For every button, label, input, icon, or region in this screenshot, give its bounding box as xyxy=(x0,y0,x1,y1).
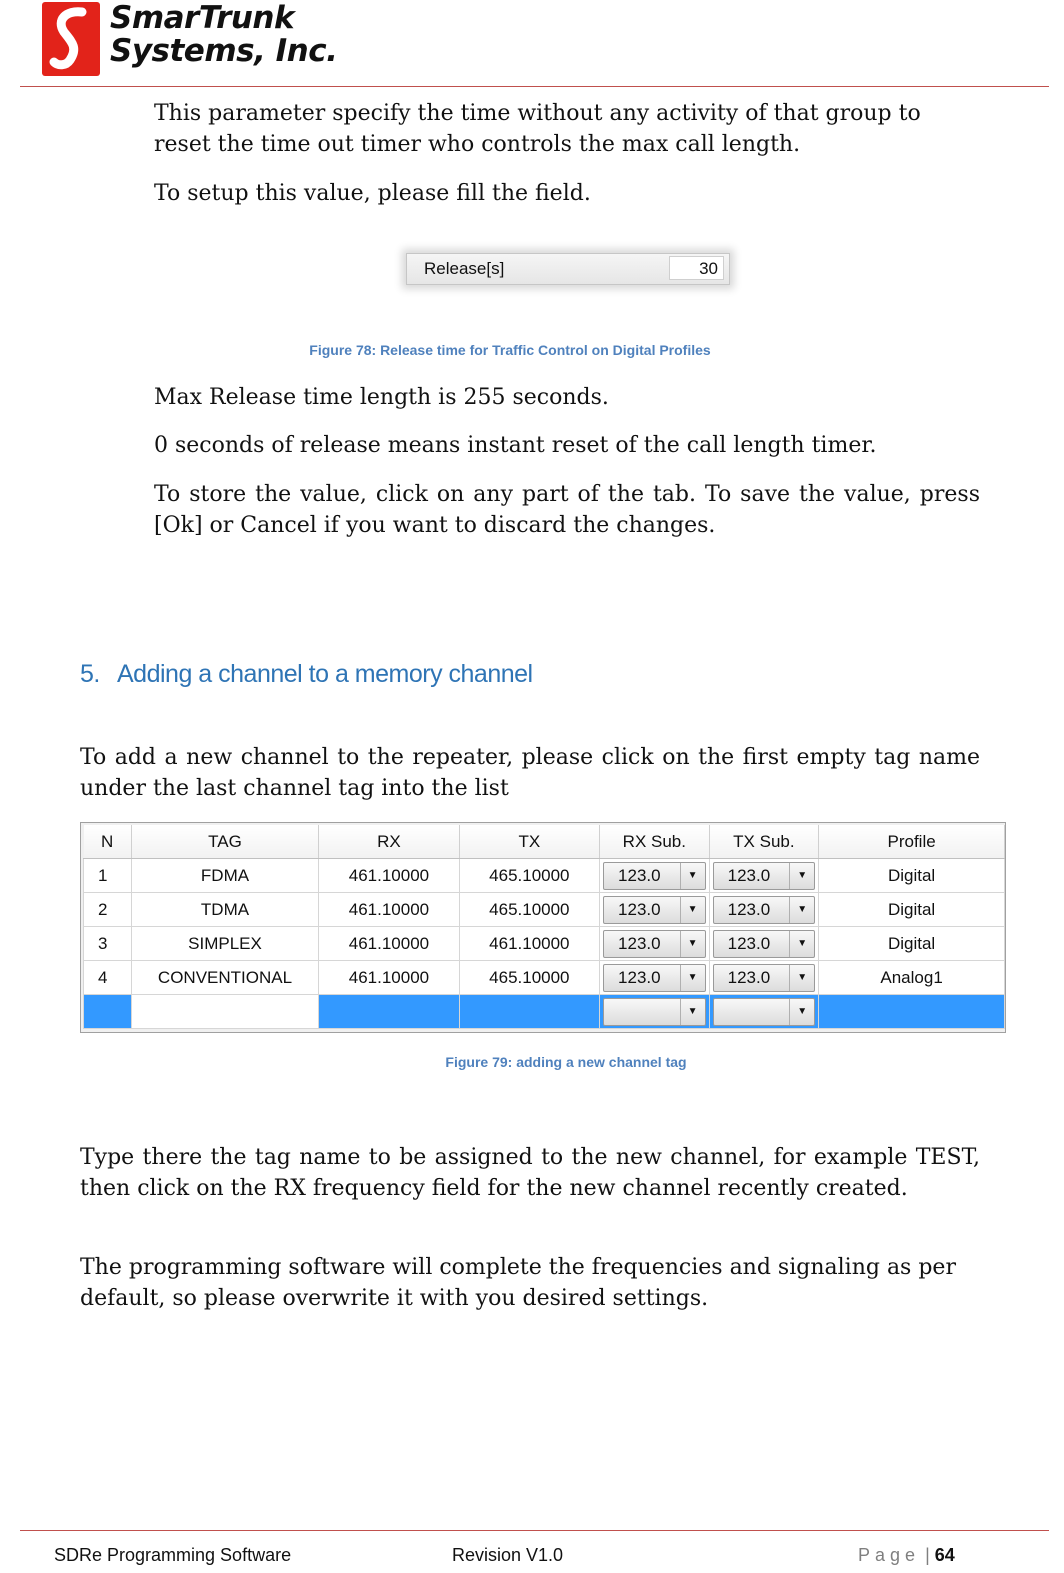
cell-tx[interactable]: 465.10000 xyxy=(459,893,599,927)
dropdown-arrow-icon[interactable]: ▼ xyxy=(680,863,705,889)
paragraph-add-channel: To add a new channel to the repeater, please click on the first empty tag name under the last channel tag into the list xyxy=(80,745,980,801)
dropdown-arrow-icon[interactable]: ▼ xyxy=(789,965,814,991)
page-label: Page xyxy=(858,1545,921,1565)
header-divider xyxy=(20,86,1049,87)
company-logo xyxy=(42,2,342,76)
channel-grid xyxy=(80,822,1006,1033)
tx-sub-value: 123.0 xyxy=(727,933,771,953)
col-header-tag[interactable]: TAG xyxy=(131,825,318,859)
rx-sub-value: 123.0 xyxy=(618,933,661,953)
cell-n: 4 xyxy=(84,961,132,995)
cell-rx-empty[interactable] xyxy=(319,995,459,1029)
footer-doc-title: SDRe Programming Software xyxy=(54,1545,292,1565)
paragraph-max-release: Max Release time length is 255 seconds. xyxy=(154,385,609,410)
section-number: 5. xyxy=(80,660,100,688)
tx-sub-dropdown[interactable] xyxy=(713,896,816,924)
tx-sub-value: 123.0 xyxy=(727,967,771,987)
table-row[interactable] xyxy=(84,859,1005,893)
cell-profile[interactable]: Digital xyxy=(819,927,1005,961)
footer-revision: Revision V1.0 xyxy=(452,1545,564,1565)
rx-sub-value: 123.0 xyxy=(618,967,661,987)
release-field-figure xyxy=(398,244,738,294)
release-label: Release[s] xyxy=(424,259,505,278)
rx-sub-value: 123.0 xyxy=(618,865,661,885)
new-tag-input[interactable] xyxy=(131,995,318,1029)
cell-tx[interactable]: 465.10000 xyxy=(459,859,599,893)
cell-rx[interactable]: 461.10000 xyxy=(319,893,459,927)
tx-sub-dropdown[interactable] xyxy=(713,964,816,992)
rx-sub-dropdown[interactable] xyxy=(603,930,706,958)
release-input[interactable]: 30 xyxy=(669,256,724,280)
table-row[interactable] xyxy=(84,961,1005,995)
figure-78-caption: Figure 78: Release time for Traffic Control on Digital Profiles xyxy=(309,342,711,358)
paragraph-release-description: This parameter specify the time without any activity of that group to reset the time out timer who controls the max call length. xyxy=(154,101,921,157)
new-channel-row[interactable] xyxy=(84,995,1005,1029)
cell-profile[interactable]: Analog1 xyxy=(819,961,1005,995)
cell-n: 3 xyxy=(84,927,132,961)
tx-sub-dropdown[interactable] xyxy=(713,862,816,890)
dropdown-arrow-icon[interactable]: ▼ xyxy=(680,931,705,957)
rx-sub-dropdown[interactable] xyxy=(603,964,706,992)
logo-line-2: Systems, Inc. xyxy=(110,33,338,69)
cell-profile-empty[interactable] xyxy=(819,995,1005,1029)
col-header-n[interactable]: N xyxy=(84,825,132,859)
rx-sub-dropdown[interactable] xyxy=(603,862,706,890)
dropdown-arrow-icon[interactable]: ▼ xyxy=(680,897,705,923)
dropdown-arrow-icon[interactable]: ▼ xyxy=(789,931,814,957)
cell-n-empty xyxy=(84,995,132,1029)
cell-tag[interactable]: CONVENTIONAL xyxy=(131,961,318,995)
rx-sub-dropdown[interactable] xyxy=(603,896,706,924)
cell-tx-empty[interactable] xyxy=(459,995,599,1029)
paragraph-setup-instruction: To setup this value, please fill the field. xyxy=(154,181,591,206)
col-header-rx[interactable]: RX xyxy=(319,825,459,859)
col-header-tx-sub[interactable]: TX Sub. xyxy=(709,825,819,859)
col-header-tx[interactable]: TX xyxy=(459,825,599,859)
col-header-profile[interactable]: Profile xyxy=(819,825,1005,859)
cell-tx[interactable]: 465.10000 xyxy=(459,961,599,995)
tx-sub-value: 123.0 xyxy=(727,865,771,885)
paragraph-defaults: The programming software will complete the frequencies and signaling as per default, so please overwrite it with you desired settings. xyxy=(80,1255,956,1311)
table-row[interactable] xyxy=(84,927,1005,961)
cell-n: 1 xyxy=(84,859,132,893)
cell-tag[interactable]: SIMPLEX xyxy=(131,927,318,961)
dropdown-arrow-icon[interactable]: ▼ xyxy=(789,999,814,1025)
dropdown-arrow-icon[interactable]: ▼ xyxy=(789,897,814,923)
footer-divider xyxy=(20,1530,1049,1531)
paragraph-zero-release: 0 seconds of release means instant reset of the call length timer. xyxy=(154,433,877,458)
table-row[interactable] xyxy=(84,893,1005,927)
logo-line-1: SmarTrunk xyxy=(110,0,295,36)
col-header-rx-sub[interactable]: RX Sub. xyxy=(600,825,710,859)
dropdown-arrow-icon[interactable]: ▼ xyxy=(680,999,705,1025)
tx-sub-dropdown-empty[interactable] xyxy=(713,998,816,1026)
section-title: Adding a channel to a memory channel xyxy=(117,660,533,688)
dropdown-arrow-icon[interactable]: ▼ xyxy=(789,863,814,889)
logo-s-icon xyxy=(42,2,100,76)
grid-header-row xyxy=(84,825,1005,859)
rx-sub-dropdown-empty[interactable] xyxy=(603,998,706,1026)
cell-rx[interactable]: 461.10000 xyxy=(319,961,459,995)
tx-sub-dropdown[interactable] xyxy=(713,930,816,958)
cell-rx[interactable]: 461.10000 xyxy=(319,927,459,961)
cell-profile[interactable]: Digital xyxy=(819,859,1005,893)
cell-n: 2 xyxy=(84,893,132,927)
tx-sub-value: 123.0 xyxy=(727,899,771,919)
rx-sub-value: 123.0 xyxy=(618,899,661,919)
page-number: 64 xyxy=(934,1545,955,1565)
dropdown-arrow-icon[interactable]: ▼ xyxy=(680,965,705,991)
footer-page: Page | 64 xyxy=(858,1545,955,1565)
cell-profile[interactable]: Digital xyxy=(819,893,1005,927)
paragraph-type-tag: Type there the tag name to be assigned to the new channel, for example TEST, then click on the RX frequency field for the new channel recently created. xyxy=(80,1145,980,1201)
cell-rx[interactable]: 461.10000 xyxy=(319,859,459,893)
section-heading xyxy=(80,660,533,689)
cell-tx[interactable]: 461.10000 xyxy=(459,927,599,961)
cell-tag[interactable]: FDMA xyxy=(131,859,318,893)
paragraph-store-value: To store the value, click on any part of the tab. To save the value, press [Ok] or Cancel if you want to discard the changes. xyxy=(154,482,980,538)
cell-tag[interactable]: TDMA xyxy=(131,893,318,927)
figure-79-caption: Figure 79: adding a new channel tag xyxy=(445,1054,687,1070)
